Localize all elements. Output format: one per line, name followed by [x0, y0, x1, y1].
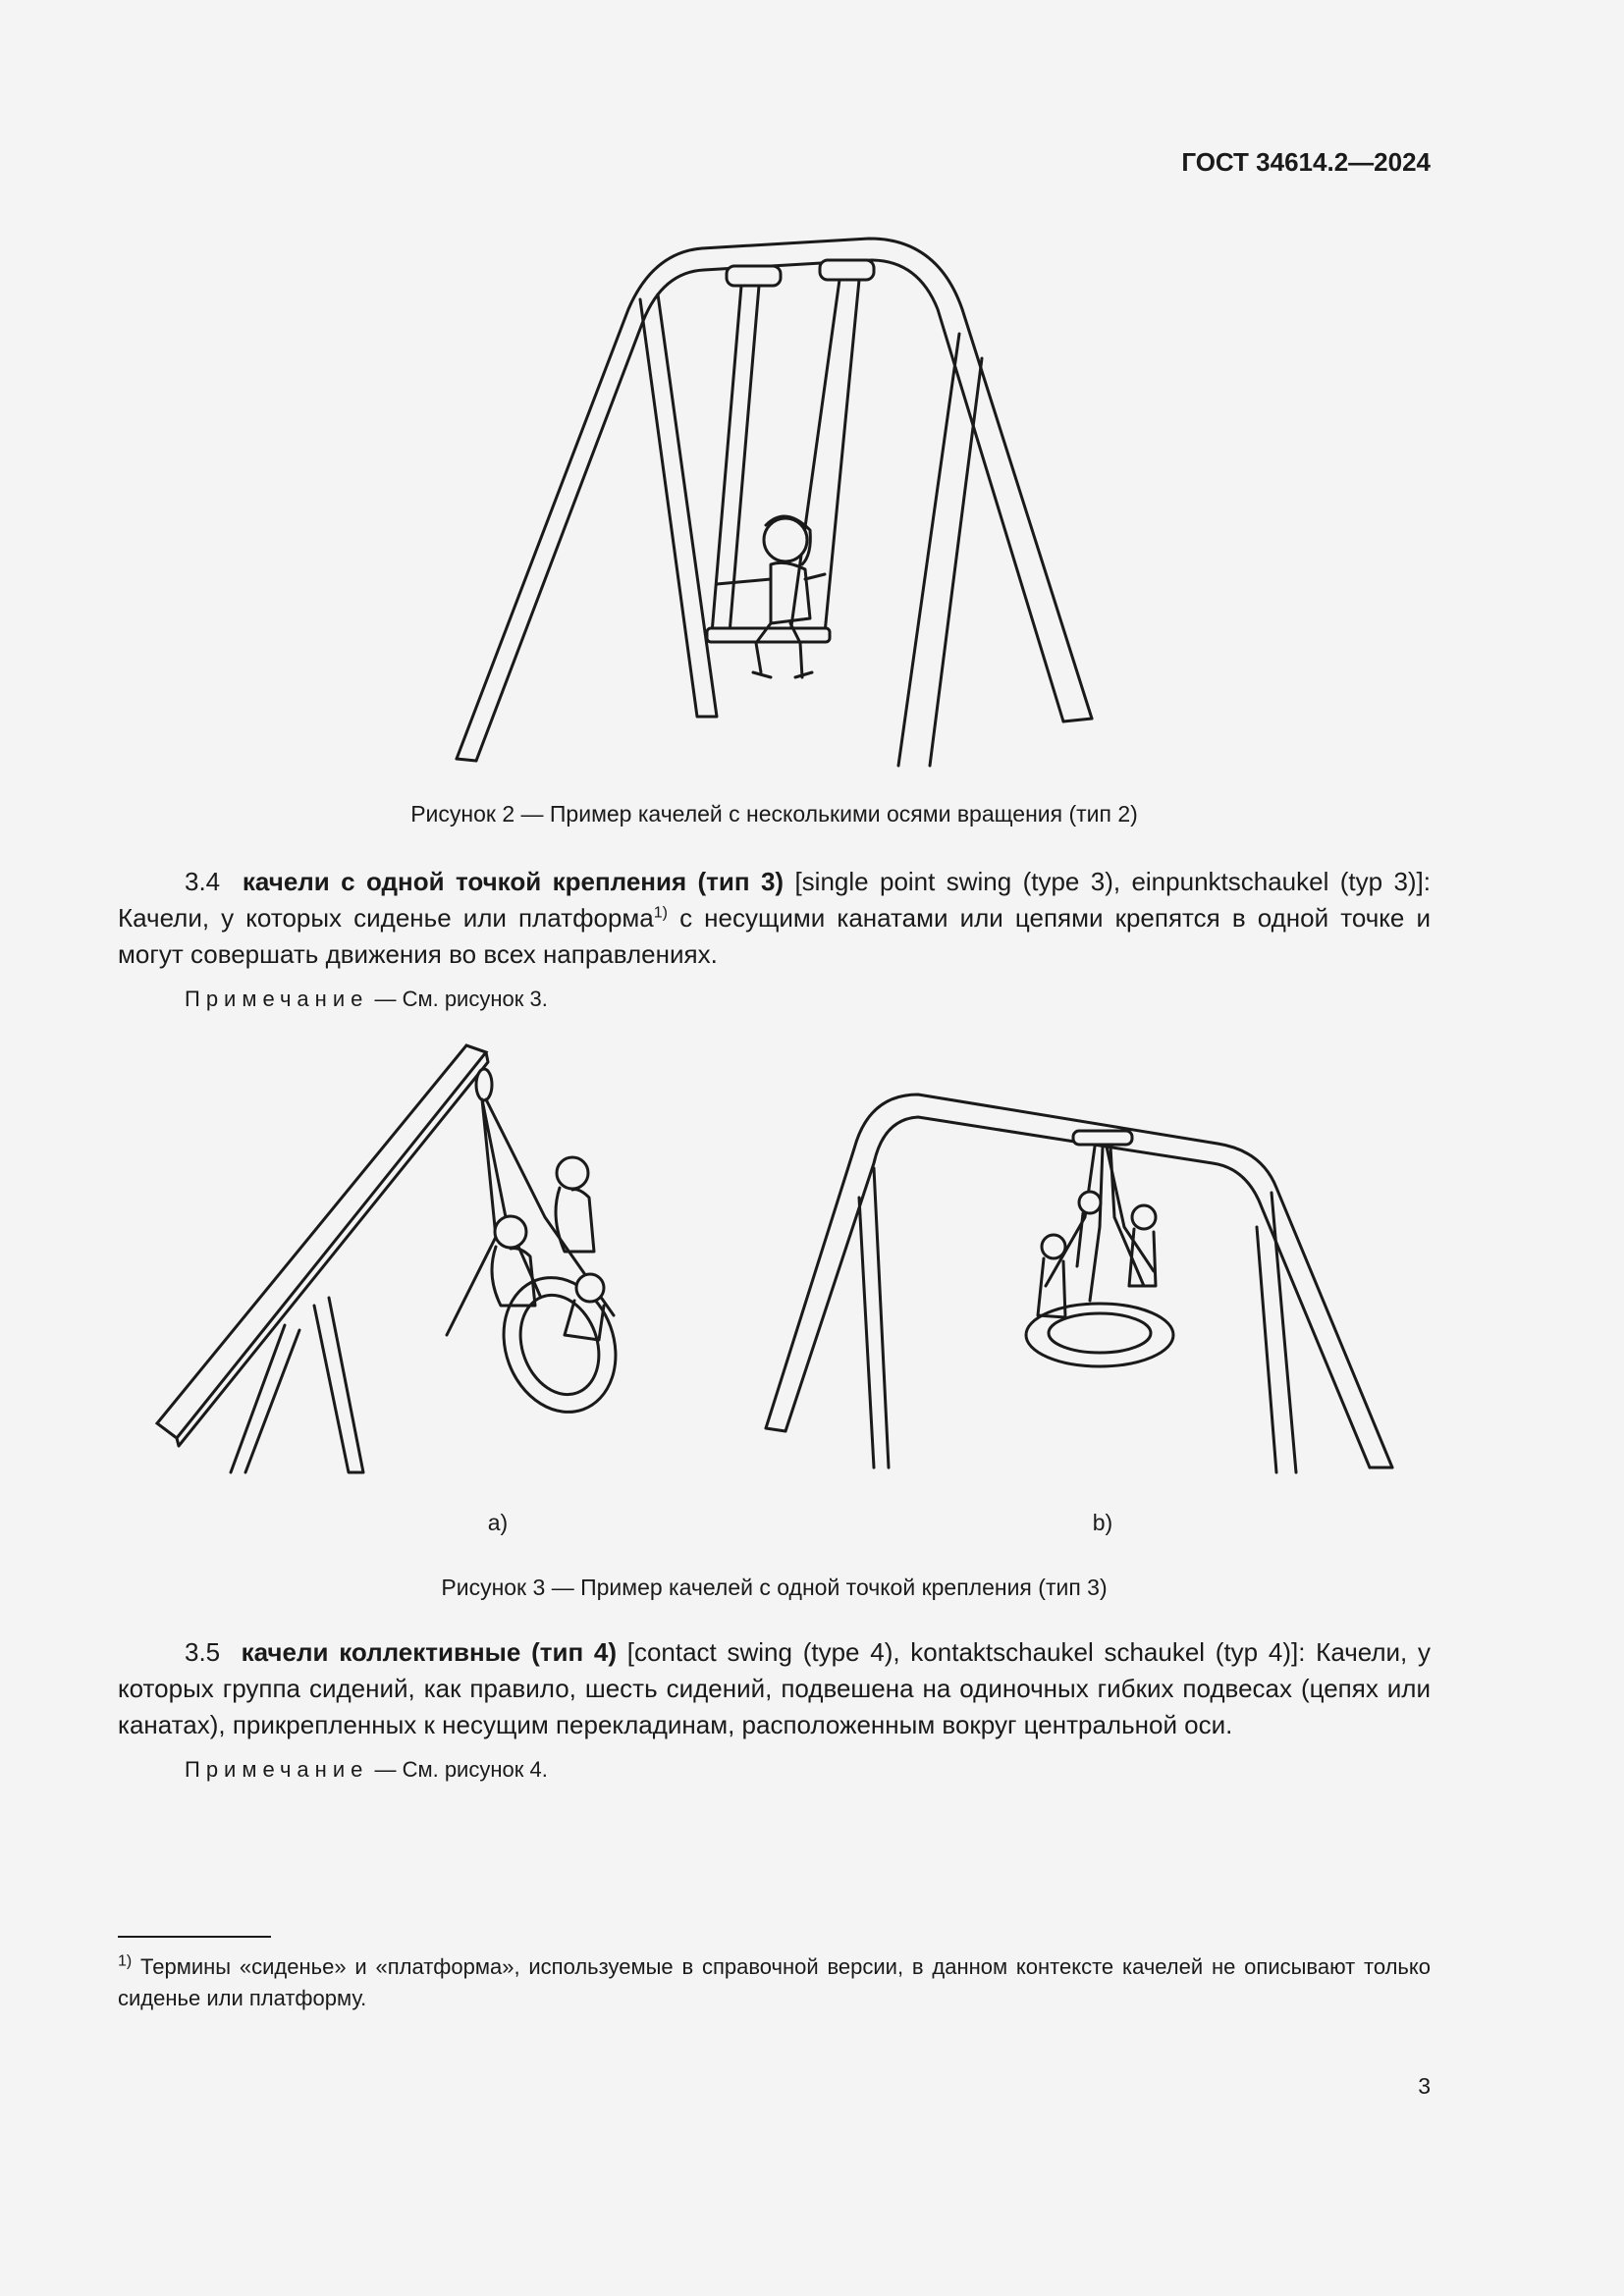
- section-3-5-note: [185, 1757, 548, 1783]
- footnote-marker: 1): [118, 1952, 133, 1970]
- note-label: Примечание: [185, 987, 369, 1011]
- figure-2-caption: Рисунок 2 — Пример качелей с несколькими осями вращения (тип 2): [410, 801, 1138, 827]
- footnote: [118, 1951, 1431, 2014]
- figure-3a-illustration: [152, 1041, 663, 1492]
- footnote-text: Термины «сиденье» и «платформа», используемые в справочной версии, в данном контексте качелей не описывают только сиденье или платформу.: [118, 1954, 1431, 2010]
- section-3-4-number: 3.4: [185, 867, 221, 896]
- note-label: Примечание: [185, 1757, 369, 1782]
- section-3-5-translations: [contact swing (type 4), kontaktschaukel schaukel (typ 4)]:: [626, 1637, 1306, 1667]
- section-3-4-term: качели с одной точкой крепления (тип 3): [242, 867, 785, 896]
- footnote-reference: 1): [653, 904, 668, 922]
- note-text: — См. рисунок 3.: [374, 987, 548, 1011]
- footnote-divider: [118, 1936, 271, 1938]
- figure-2-illustration: [447, 231, 1114, 780]
- section-3-5-definition: Качели, у которых группа сидений, как правило, шесть сидений, подвешена на одиночных гибких подвесах (цепях или канатах), прикрепленных к несущим перекладинам, расположенным вокруг центральной оси.: [118, 1637, 1431, 1739]
- page-number: 3: [1418, 2073, 1431, 2099]
- section-3-4-definition-start: Качели, у которых сиденье или платформа: [118, 903, 654, 933]
- section-3-5-term: качели коллективные (тип 4): [241, 1637, 617, 1667]
- figure-3a-label: а): [487, 1510, 509, 1535]
- section-3-4-paragraph: [118, 864, 1431, 973]
- figure-3b-label: b): [1092, 1510, 1113, 1535]
- figure-3b-illustration: [761, 1090, 1409, 1482]
- section-3-5-number: 3.5: [185, 1637, 221, 1667]
- section-3-5-paragraph: [118, 1634, 1431, 1743]
- section-3-4-note: [185, 987, 548, 1012]
- section-3-4-translations: [single point swing (type 3), einpunktschaukel (typ 3)]:: [794, 867, 1432, 896]
- figure-3-caption: Рисунок 3 — Пример качелей с одной точкой крепления (тип 3): [441, 1575, 1108, 1600]
- document-header: ГОСТ 34614.2—2024: [1181, 147, 1431, 177]
- note-text: — См. рисунок 4.: [374, 1757, 548, 1782]
- section-3-4-definition-end: с несущими канатами или цепями крепятся в одной точке и могут совершать движения во всех направлениях.: [118, 903, 1431, 969]
